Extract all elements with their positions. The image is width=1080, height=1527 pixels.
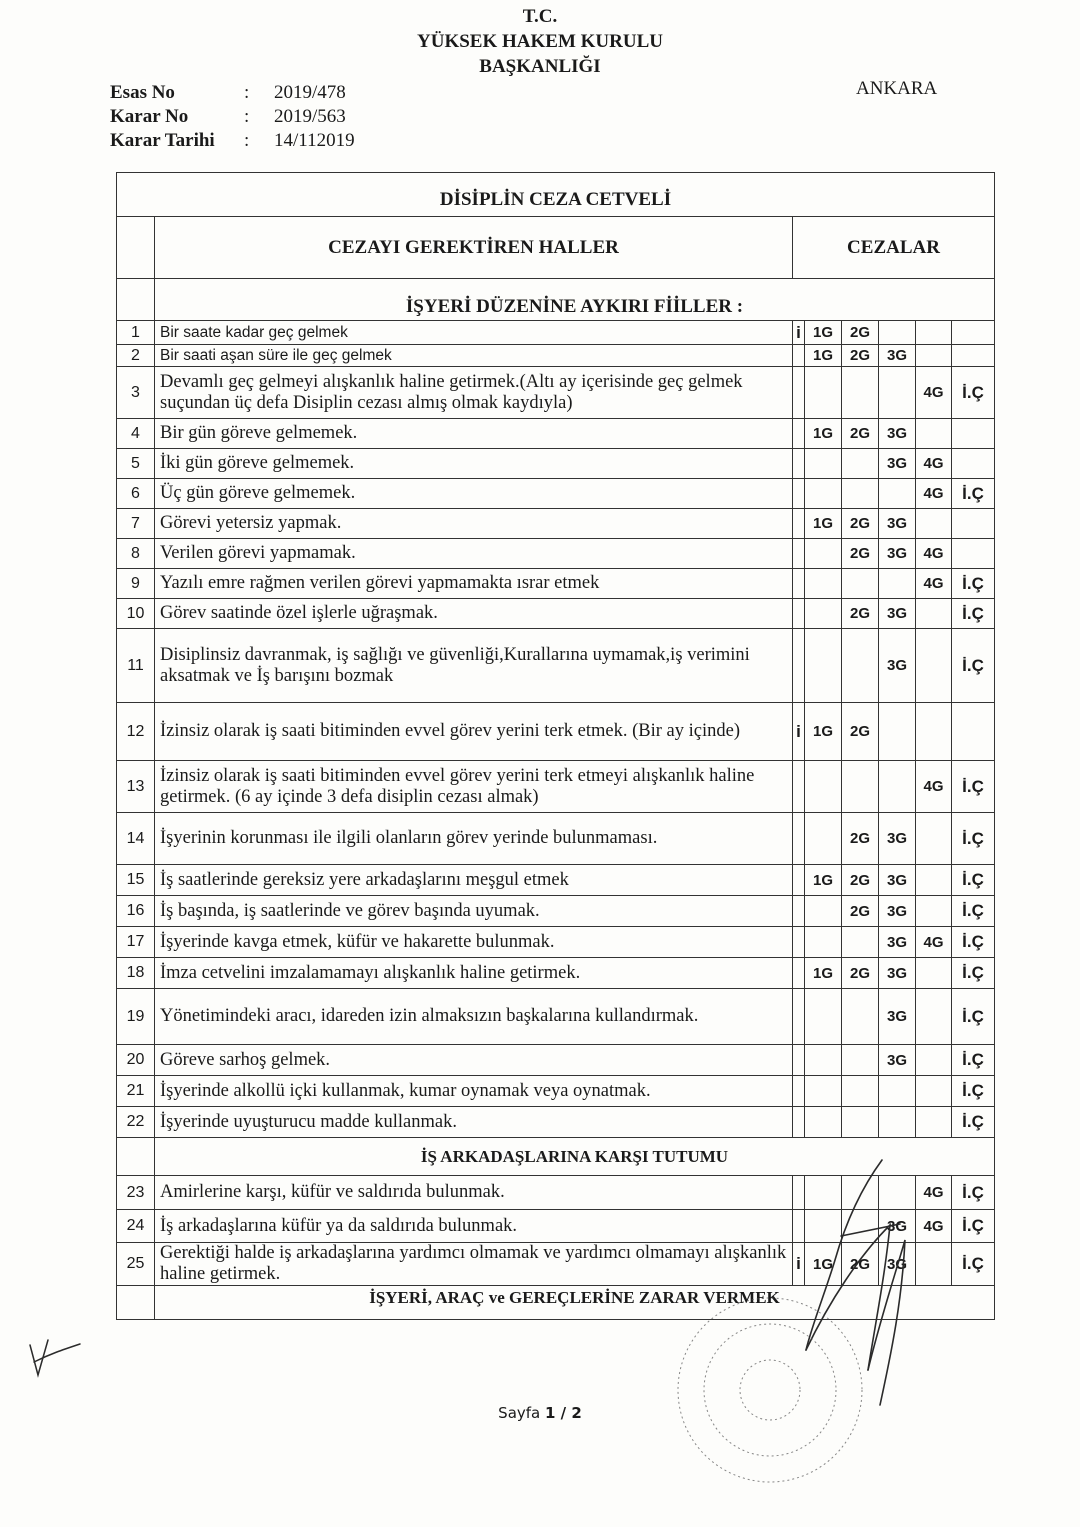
- penalty-2g: [842, 569, 879, 599]
- penalty-1g: 1G: [805, 865, 842, 896]
- row-description: Üç gün göreve gelmemek.: [155, 479, 793, 509]
- row-description: Yönetimindeki aracı, idareden izin almaksızın başkalarına kullandırmak.: [155, 989, 793, 1045]
- penalty-ic: İ.Ç: [952, 1045, 995, 1076]
- penalty-3g: [879, 1176, 916, 1210]
- penalty-3g: 3G: [879, 989, 916, 1045]
- penalty-ic: İ.Ç: [952, 569, 995, 599]
- penalty-warning: [793, 509, 805, 539]
- row-description: İş başında, iş saatlerinde ve görev başında uyumak.: [155, 896, 793, 927]
- blank-cell: [117, 1286, 155, 1320]
- penalty-1g: [805, 1076, 842, 1107]
- penalty-warning: [793, 449, 805, 479]
- penalty-4g: 4G: [916, 367, 952, 419]
- penalty-3g: [879, 1076, 916, 1107]
- row-description: İşyerinde kavga etmek, küfür ve hakarette bulunmak.: [155, 927, 793, 958]
- row-description: İmza cetvelini imzalamamayı alışkanlık haline getirmek.: [155, 958, 793, 989]
- penalty-ic: [952, 321, 995, 345]
- row-number: 13: [117, 761, 155, 813]
- row-description: Yazılı emre rağmen verilen görevi yapmamakta ısrar etmek: [155, 569, 793, 599]
- table-row: [117, 1076, 995, 1107]
- penalty-warning: [793, 958, 805, 989]
- row-description: İşyerinin korunması ile ilgili olanların görev yerinde bulunmaması.: [155, 813, 793, 865]
- penalty-3g: 3G: [879, 539, 916, 569]
- penalty-warning: [793, 367, 805, 419]
- penalty-ic: [952, 345, 995, 367]
- penalty-3g: 3G: [879, 509, 916, 539]
- penalty-ic: İ.Ç: [952, 989, 995, 1045]
- penalty-4g: [916, 865, 952, 896]
- penalty-warning: [793, 569, 805, 599]
- penalty-3g: 3G: [879, 345, 916, 367]
- penalty-3g: [879, 1107, 916, 1138]
- penalty-1g: 1G: [805, 509, 842, 539]
- meta-value: 14/112019: [274, 130, 355, 151]
- penalty-warning: [793, 1045, 805, 1076]
- penalty-warning: [793, 1107, 805, 1138]
- table-row: [117, 1107, 995, 1138]
- table-title: DİSİPLİN CEZA CETVELİ: [117, 173, 995, 217]
- row-description: Gerektiği halde iş arkadaşlarına yardımcı olmamak ve yardımcı olmamayı alışkanlık haline getirmek.: [155, 1243, 793, 1286]
- penalty-1g: [805, 569, 842, 599]
- row-number: 16: [117, 896, 155, 927]
- row-description: Devamlı geç gelmeyi alışkanlık haline getirmek.(Altı ay içerisinde geç gelmek suçundan üç defa Disiplin cezası almış olmak kaydıyla): [155, 367, 793, 419]
- penalty-ic: [952, 509, 995, 539]
- table-row: [117, 958, 995, 989]
- penalty-1g: [805, 761, 842, 813]
- row-number: 24: [117, 1210, 155, 1243]
- penalty-ic: İ.Ç: [952, 1243, 995, 1286]
- row-number: 25: [117, 1243, 155, 1286]
- row-description: İş saatlerinde gereksiz yere arkadaşlarını meşgul etmek: [155, 865, 793, 896]
- blank-cell: [117, 279, 155, 321]
- table-row: [117, 509, 995, 539]
- penalty-4g: [916, 1107, 952, 1138]
- penalty-ic: İ.Ç: [952, 927, 995, 958]
- table-row: [117, 479, 995, 509]
- penalty-3g: [879, 569, 916, 599]
- row-number: 7: [117, 509, 155, 539]
- penalty-warning: i: [793, 1243, 805, 1286]
- penalty-1g: 1G: [805, 958, 842, 989]
- row-number: 5: [117, 449, 155, 479]
- penalty-4g: [916, 958, 952, 989]
- penalty-2g: [842, 927, 879, 958]
- column-header-penalties: CEZALAR: [793, 217, 995, 279]
- penalty-2g: [842, 479, 879, 509]
- row-number: 12: [117, 703, 155, 761]
- penalty-2g: [842, 1107, 879, 1138]
- row-description: İş arkadaşlarına küfür ya da saldırıda bulunmak.: [155, 1210, 793, 1243]
- header-tc: T.C.: [522, 6, 558, 27]
- row-description: İşyerinde uyuşturucu madde kullanmak.: [155, 1107, 793, 1138]
- penalty-2g: 2G: [842, 813, 879, 865]
- table-row: [117, 813, 995, 865]
- penalty-warning: [793, 1176, 805, 1210]
- penalty-4g: [916, 599, 952, 629]
- row-number: 20: [117, 1045, 155, 1076]
- penalty-3g: 3G: [879, 896, 916, 927]
- penalty-1g: [805, 539, 842, 569]
- penalty-1g: [805, 813, 842, 865]
- meta-sep: :: [244, 82, 250, 103]
- table-row: [117, 599, 995, 629]
- footer-total: 2: [571, 1404, 582, 1422]
- penalty-3g: 3G: [879, 419, 916, 449]
- blank-cell: [117, 1138, 155, 1176]
- penalty-ic: İ.Ç: [952, 479, 995, 509]
- row-number: 4: [117, 419, 155, 449]
- penalty-ic: [952, 539, 995, 569]
- penalty-3g: 3G: [879, 865, 916, 896]
- table-row: [117, 345, 995, 367]
- row-number: 2: [117, 345, 155, 367]
- penalty-2g: [842, 449, 879, 479]
- penalty-4g: [916, 703, 952, 761]
- penalty-3g: 3G: [879, 449, 916, 479]
- penalty-4g: [916, 345, 952, 367]
- penalty-warning: [793, 761, 805, 813]
- penalty-4g: 4G: [916, 927, 952, 958]
- penalty-3g: [879, 367, 916, 419]
- penalty-3g: [879, 321, 916, 345]
- row-description: Disiplinsiz davranmak, iş sağlığı ve güvenliği,Kurallarına uymamak,iş verimini aksatmak ve İş barışını bozmak: [155, 629, 793, 703]
- row-number: 15: [117, 865, 155, 896]
- penalty-1g: [805, 896, 842, 927]
- penalty-2g: [842, 367, 879, 419]
- table-row: [117, 1176, 995, 1210]
- official-seal: [678, 1298, 862, 1482]
- penalty-4g: [916, 813, 952, 865]
- row-number: 21: [117, 1076, 155, 1107]
- penalty-2g: 2G: [842, 958, 879, 989]
- penalty-1g: [805, 1045, 842, 1076]
- penalty-2g: 2G: [842, 703, 879, 761]
- row-description: Görev saatinde özel işlerle uğraşmak.: [155, 599, 793, 629]
- table-row: [117, 367, 995, 419]
- penalty-3g: [879, 479, 916, 509]
- penalty-4g: 4G: [916, 569, 952, 599]
- penalty-1g: [805, 367, 842, 419]
- penalty-1g: [805, 989, 842, 1045]
- penalty-2g: 2G: [842, 599, 879, 629]
- table-row: [117, 896, 995, 927]
- row-description: Amirlerine karşı, küfür ve saldırıda bulunmak.: [155, 1176, 793, 1210]
- penalty-1g: 1G: [805, 703, 842, 761]
- penalty-warning: [793, 419, 805, 449]
- penalty-2g: [842, 1045, 879, 1076]
- row-description: İşyerinde alkollü içki kullanmak, kumar oynamak veya oynatmak.: [155, 1076, 793, 1107]
- row-number: 19: [117, 989, 155, 1045]
- table-row: [117, 539, 995, 569]
- table-row: [117, 761, 995, 813]
- row-number: 22: [117, 1107, 155, 1138]
- penalty-ic: İ.Ç: [952, 367, 995, 419]
- meta-label: Esas No: [110, 82, 175, 103]
- penalty-3g: 3G: [879, 1210, 916, 1243]
- table-row: [117, 1243, 995, 1286]
- table-row: [117, 419, 995, 449]
- penalty-4g: [916, 629, 952, 703]
- penalty-1g: 1G: [805, 345, 842, 367]
- row-number: 6: [117, 479, 155, 509]
- penalty-2g: [842, 1076, 879, 1107]
- penalty-2g: [842, 761, 879, 813]
- row-description: İzinsiz olarak iş saati bitiminden evvel görev yerini terk etmek. (Bir ay içinde): [155, 703, 793, 761]
- penalty-2g: 2G: [842, 1243, 879, 1286]
- table-row: [117, 321, 995, 345]
- penalty-4g: 4G: [916, 1210, 952, 1243]
- penalty-3g: 3G: [879, 927, 916, 958]
- penalty-2g: 2G: [842, 896, 879, 927]
- row-number: 11: [117, 629, 155, 703]
- penalty-warning: i: [793, 321, 805, 345]
- penalty-ic: İ.Ç: [952, 813, 995, 865]
- penalty-warning: [793, 896, 805, 927]
- penalty-3g: 3G: [879, 958, 916, 989]
- penalty-1g: 1G: [805, 1243, 842, 1286]
- row-number: 14: [117, 813, 155, 865]
- column-header-cases: CEZAYI GEREKTİREN HALLER: [155, 217, 793, 279]
- header-presidency: BAŞKANLIĞI: [479, 56, 601, 77]
- margin-initial: [30, 1340, 80, 1375]
- penalty-1g: [805, 599, 842, 629]
- table-row: [117, 449, 995, 479]
- penalty-warning: [793, 1076, 805, 1107]
- penalty-ic: İ.Ç: [952, 1076, 995, 1107]
- penalty-1g: [805, 1210, 842, 1243]
- penalty-1g: [805, 629, 842, 703]
- row-number: 1: [117, 321, 155, 345]
- section-heading-colleagues: İŞ ARKADAŞLARINA KARŞI TUTUMU: [155, 1138, 995, 1176]
- penalty-4g: [916, 1045, 952, 1076]
- penalty-4g: 4G: [916, 479, 952, 509]
- table-row: [117, 1045, 995, 1076]
- penalty-4g: [916, 1243, 952, 1286]
- table-row: [117, 865, 995, 896]
- penalty-1g: 1G: [805, 419, 842, 449]
- row-number: 3: [117, 367, 155, 419]
- penalty-ic: [952, 419, 995, 449]
- penalty-1g: [805, 479, 842, 509]
- penalty-warning: [793, 865, 805, 896]
- penalty-ic: İ.Ç: [952, 761, 995, 813]
- penalty-warning: [793, 599, 805, 629]
- penalty-warning: [793, 927, 805, 958]
- penalty-3g: 3G: [879, 813, 916, 865]
- footer-prefix: Sayfa: [498, 1404, 546, 1422]
- row-number: 23: [117, 1176, 155, 1210]
- penalty-4g: 4G: [916, 1176, 952, 1210]
- penalty-2g: [842, 989, 879, 1045]
- penalty-3g: 3G: [879, 1045, 916, 1076]
- penalty-2g: 2G: [842, 539, 879, 569]
- row-number: 10: [117, 599, 155, 629]
- row-description: Bir saate kadar geç gelmek: [155, 321, 793, 345]
- penalty-1g: 1G: [805, 321, 842, 345]
- penalty-3g: 3G: [879, 599, 916, 629]
- row-description: İki gün göreve gelmemek.: [155, 449, 793, 479]
- page-footer: [0, 1404, 1080, 1422]
- penalty-ic: [952, 703, 995, 761]
- penalty-4g: [916, 419, 952, 449]
- penalty-ic: İ.Ç: [952, 896, 995, 927]
- penalty-2g: 2G: [842, 509, 879, 539]
- penalty-ic: İ.Ç: [952, 1176, 995, 1210]
- penalty-ic: [952, 449, 995, 479]
- table-row: [117, 569, 995, 599]
- meta-sep: :: [244, 106, 250, 127]
- penalty-2g: 2G: [842, 321, 879, 345]
- penalty-1g: [805, 1107, 842, 1138]
- penalty-2g: 2G: [842, 419, 879, 449]
- penalty-warning: [793, 345, 805, 367]
- penalty-1g: [805, 1176, 842, 1210]
- penalty-2g: [842, 1176, 879, 1210]
- table-row: [117, 927, 995, 958]
- meta-label: Karar No: [110, 106, 189, 127]
- penalty-warning: i: [793, 703, 805, 761]
- meta-sep: :: [244, 130, 250, 151]
- penalty-4g: [916, 1076, 952, 1107]
- penalty-warning: [793, 539, 805, 569]
- penalty-2g: [842, 629, 879, 703]
- penalty-2g: 2G: [842, 865, 879, 896]
- penalty-1g: [805, 927, 842, 958]
- table-row: [117, 703, 995, 761]
- blank-cell: [117, 217, 155, 279]
- penalty-3g: 3G: [879, 1243, 916, 1286]
- penalty-3g: 3G: [879, 629, 916, 703]
- meta-value: 2019/478: [274, 82, 346, 103]
- penalty-4g: [916, 509, 952, 539]
- penalty-warning: [793, 813, 805, 865]
- penalty-table: [116, 172, 995, 1320]
- meta-value: 2019/563: [274, 106, 346, 127]
- penalty-warning: [793, 1210, 805, 1243]
- penalty-4g: [916, 989, 952, 1045]
- row-description: Verilen görevi yapmamak.: [155, 539, 793, 569]
- row-description: Bir saati aşan süre ile geç gelmek: [155, 345, 793, 367]
- penalty-3g: [879, 703, 916, 761]
- table-row: [117, 1210, 995, 1243]
- penalty-ic: İ.Ç: [952, 865, 995, 896]
- penalty-4g: [916, 321, 952, 345]
- row-description: Görevi yetersiz yapmak.: [155, 509, 793, 539]
- section-heading-workplace-order: İŞYERİ DÜZENİNE AYKIRI FİİLLER :: [155, 279, 995, 321]
- section-heading-damage: İŞYERİ, ARAÇ ve GEREÇLERİNE ZARAR VERMEK: [155, 1286, 995, 1320]
- penalty-4g: 4G: [916, 539, 952, 569]
- header-institution: YÜKSEK HAKEM KURULU: [417, 31, 663, 52]
- row-number: 8: [117, 539, 155, 569]
- penalty-3g: [879, 761, 916, 813]
- penalty-warning: [793, 629, 805, 703]
- penalty-1g: [805, 449, 842, 479]
- penalty-ic: İ.Ç: [952, 1107, 995, 1138]
- penalty-ic: İ.Ç: [952, 1210, 995, 1243]
- penalty-ic: İ.Ç: [952, 599, 995, 629]
- row-description: Bir gün göreve gelmemek.: [155, 419, 793, 449]
- penalty-warning: [793, 479, 805, 509]
- penalty-4g: 4G: [916, 761, 952, 813]
- penalty-4g: [916, 896, 952, 927]
- row-description: İzinsiz olarak iş saati bitiminden evvel görev yerini terk etmeyi alışkanlık haline getirmek. (6 ay içinde 3 defa disiplin cezası almak): [155, 761, 793, 813]
- city: ANKARA: [856, 78, 938, 99]
- table-row: [117, 629, 995, 703]
- penalty-ic: İ.Ç: [952, 958, 995, 989]
- row-number: 9: [117, 569, 155, 599]
- penalty-4g: 4G: [916, 449, 952, 479]
- row-number: 18: [117, 958, 155, 989]
- penalty-2g: [842, 1210, 879, 1243]
- meta-label: Karar Tarihi: [110, 130, 215, 151]
- penalty-warning: [793, 989, 805, 1045]
- table-row: [117, 989, 995, 1045]
- row-description: Göreve sarhoş gelmek.: [155, 1045, 793, 1076]
- footer-sep: /: [555, 1404, 572, 1422]
- footer-page: 1: [545, 1404, 556, 1422]
- penalty-ic: İ.Ç: [952, 629, 995, 703]
- row-number: 17: [117, 927, 155, 958]
- penalty-2g: 2G: [842, 345, 879, 367]
